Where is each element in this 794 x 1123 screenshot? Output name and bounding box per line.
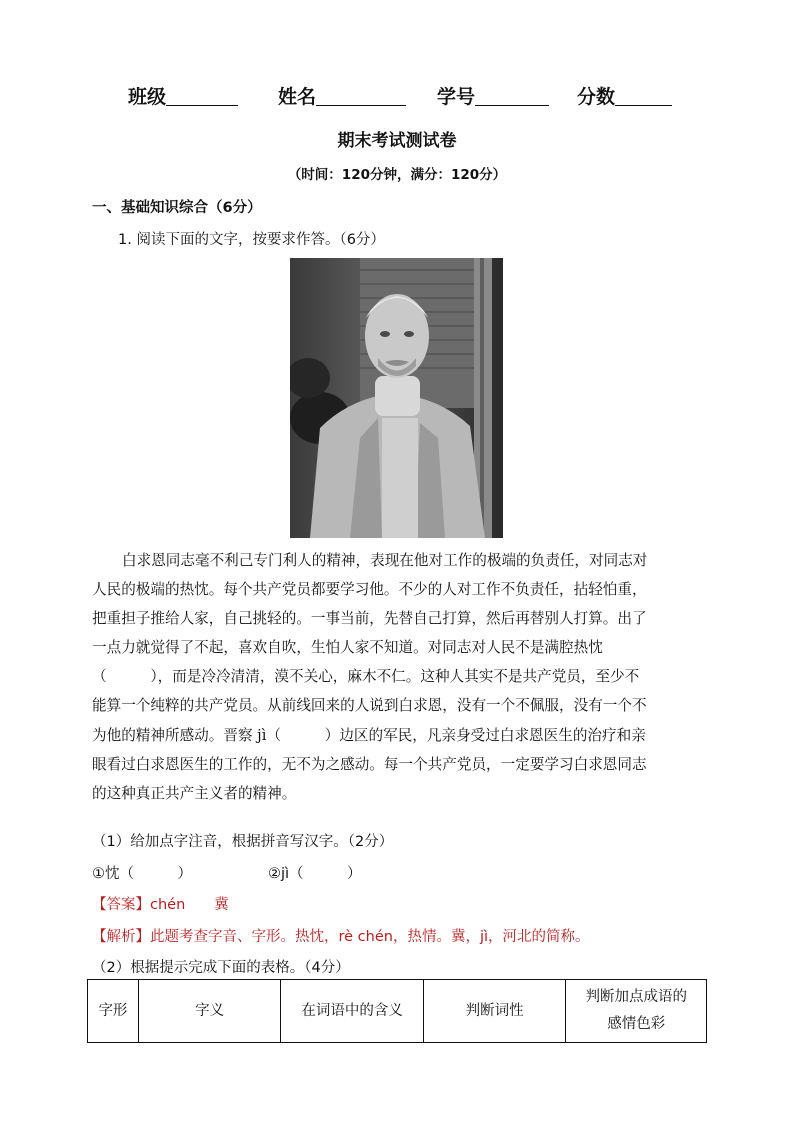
name-label: 姓名 — [278, 86, 317, 108]
reading-passage — [92, 546, 704, 808]
exam-info: （时间：120分钟，满分：120分） — [287, 167, 507, 183]
class-label: 班级 — [128, 86, 167, 108]
table-header-cell — [566, 980, 707, 1043]
question-1: 1. 阅读下面的文字，按要求作答。（6分） — [118, 232, 385, 248]
passage-line: 眼看过白求恩医生的工作的，无不为之感动。每一个共产党员，一定要学习白求恩同志 — [92, 755, 647, 773]
table-header-line: 感情色彩 — [607, 1016, 666, 1032]
answer-table — [87, 979, 707, 1043]
analysis-label: 【解析】 — [92, 929, 150, 945]
student-id-field — [437, 84, 549, 110]
passage-line: 人民的极端的热忱。每个共产党员都要学习他。不少的人对工作不负责任，拈轻怕重， — [92, 581, 647, 599]
sub-question-2: （2）根据提示完成下面的表格。（4分） — [92, 960, 350, 976]
class-blank[interactable] — [166, 85, 238, 106]
passage-line: 的这种真正共产主义者的精神。 — [92, 784, 297, 802]
passage-line: 把重担子推给人家，自己挑轻的。一事当前，先替自己打算，然后再替别人打算。出了 — [92, 610, 647, 628]
name-field — [278, 84, 406, 110]
table-header-cell: 在词语中的含义 — [281, 980, 424, 1043]
passage-line: 能算一个纯粹的共产党员。从前线回来的人说到白求恩，没有一个不佩服，没有一个不 — [92, 697, 647, 715]
analysis-text: 此题考查字音、字形。热忱，rè chén，热情。冀，jì，河北的简称。 — [150, 929, 590, 945]
sub-question-1: （1）给加点字注音，根据拼音写汉字。（2分） — [92, 834, 394, 850]
section-heading: 一、基础知识综合（6分） — [92, 200, 262, 216]
class-field — [128, 84, 238, 110]
score-field — [577, 84, 672, 110]
score-blank[interactable] — [615, 85, 672, 106]
table-header-line: 判断加点成语的 — [585, 989, 687, 1005]
blank-2[interactable]: ②jì（ ） — [268, 866, 362, 882]
name-blank[interactable] — [316, 85, 406, 106]
table-header-cell: 判断词性 — [423, 980, 566, 1043]
answer-row — [92, 893, 229, 914]
passage-line: 为他的精神所感动。晋察 jì（ ）边区的军民，凡亲身受过白求恩医生的治疗和亲 — [92, 726, 646, 744]
score-label: 分数 — [577, 86, 616, 108]
portrait-photo — [290, 258, 503, 538]
page-title: 期末考试测试卷 — [337, 131, 457, 151]
student-id-blank[interactable] — [475, 85, 549, 106]
answer-text: chén 冀 — [150, 897, 229, 913]
table-header-cell: 字形 — [88, 980, 139, 1043]
passage-line: （ ），而是冷冷清清，漠不关心，麻木不仁。这种人其实不是共产党员，至少不 — [92, 668, 640, 686]
passage-line: 白求恩同志毫不利己专门利人的精神，表现在他对工作的极端的负责任，对同志对 — [122, 552, 648, 569]
analysis-row — [92, 925, 590, 946]
answer-label: 【答案】 — [92, 897, 150, 913]
table-header-row — [88, 980, 707, 1043]
passage-line: 一点力就觉得了不起，喜欢自吹，生怕人家不知道。对同志对人民不是满腔热忱 — [92, 639, 603, 657]
student-id-label: 学号 — [437, 86, 476, 108]
table-header-cell: 字义 — [138, 980, 281, 1043]
blank-1[interactable]: ①忱（ ） — [92, 866, 192, 882]
